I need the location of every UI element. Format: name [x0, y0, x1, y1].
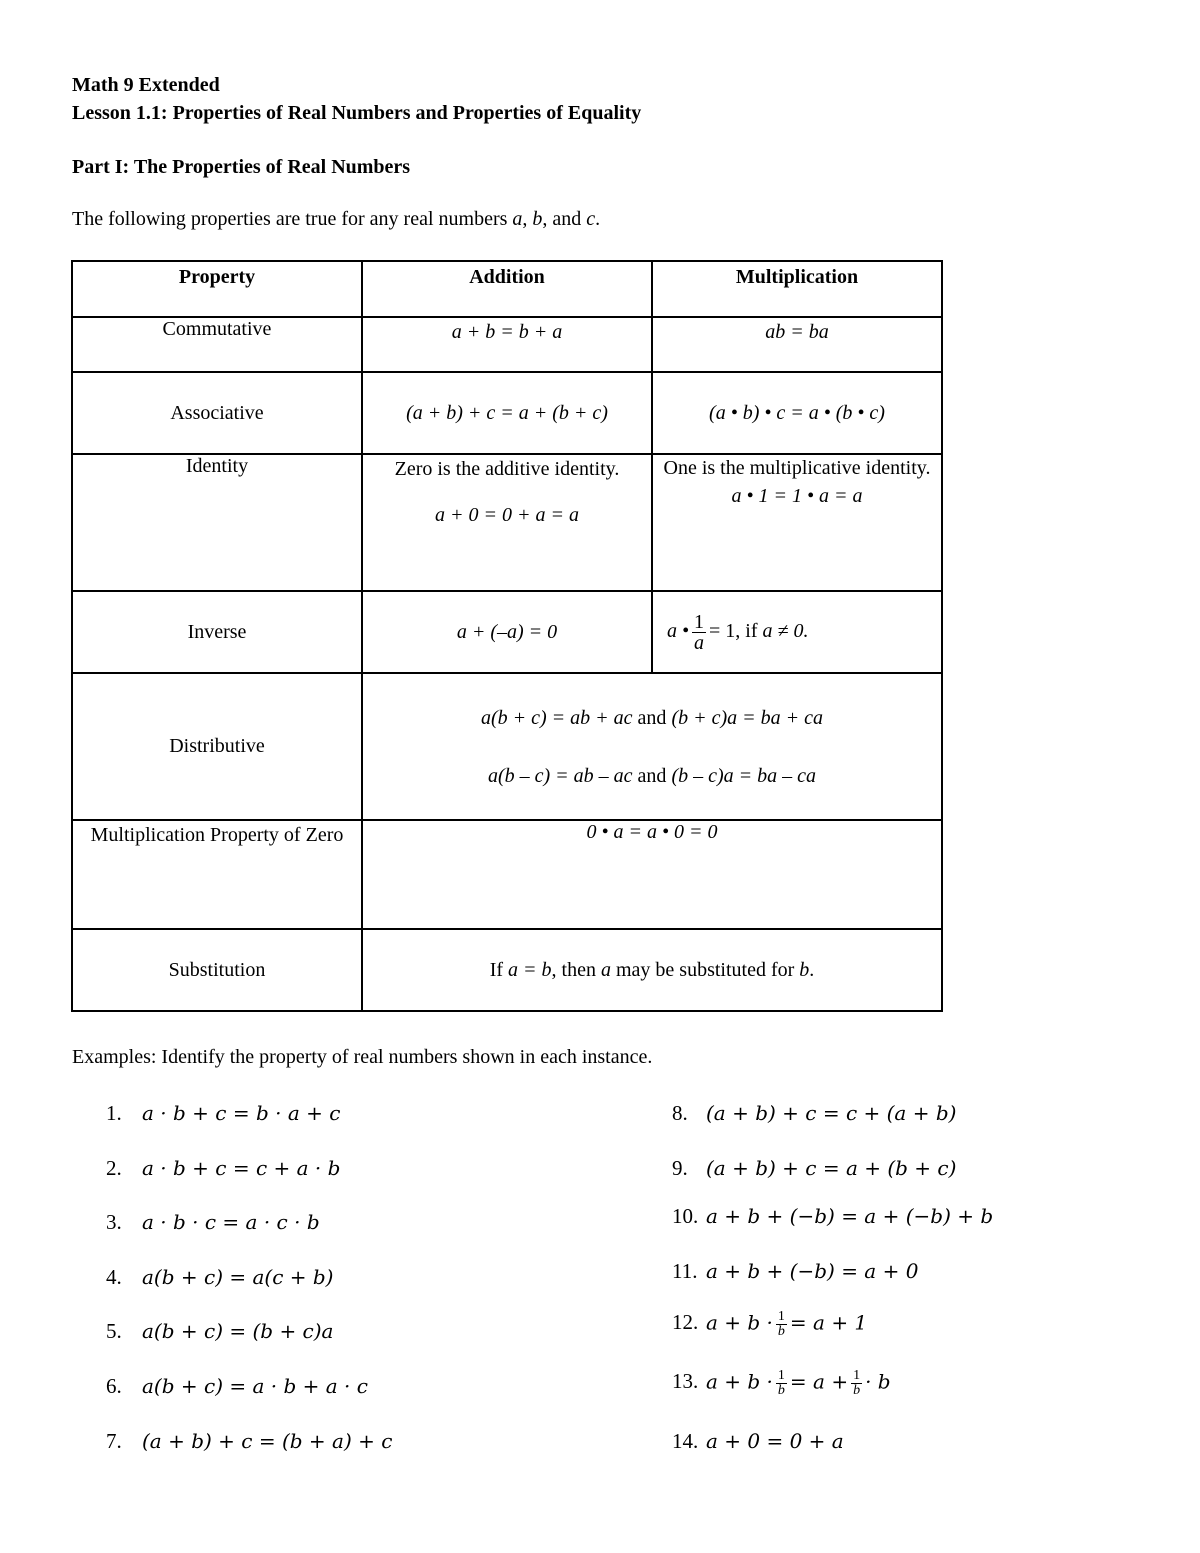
intro-text: The following properties are true for any real numbers a, b, and c.	[72, 208, 601, 230]
addition-formula: a + (–a) = 0	[456, 620, 558, 643]
distributive-formulas: a(b + c) = ab + ac and (b + c)a = ba + ca a(b – c) = ab – ac and (b – c)a = ba – ca	[362, 673, 942, 820]
property-name: Multiplication Property of Zero	[72, 820, 362, 929]
property-name: Associative	[72, 372, 362, 454]
addition-formula: (a + b) + c = a + (b + c)	[406, 401, 608, 424]
properties-table	[71, 260, 943, 1012]
row-substitution	[72, 929, 942, 1011]
multiplication-formula: ab = ba	[765, 321, 829, 343]
lesson-title: Lesson 1.1: Properties of Real Numbers and Properties of Equality	[72, 102, 642, 124]
header-property: Property	[72, 261, 362, 317]
fraction: $\frac{1}{b}$	[853, 1368, 861, 1398]
property-name: Commutative	[72, 317, 362, 372]
multiplication-formula: (a • b) • c = a • (b • c)	[709, 401, 885, 424]
property-name: Distributive	[72, 673, 362, 820]
row-commutative	[72, 317, 942, 372]
list-item: 3. a · b · c = a · c · b	[106, 1210, 320, 1234]
list-item: 11. a + b + (−b) = a + 0	[672, 1259, 919, 1283]
list-item: 8. (a + b) + c = c + (a + b)	[672, 1101, 957, 1125]
examples-instructions: Examples: Identify the property of real numbers shown in each instance.	[72, 1046, 653, 1068]
list-item: 7. (a + b) + c = (b + a) + c	[106, 1429, 393, 1453]
part-title: Part I: The Properties of Real Numbers	[72, 156, 411, 178]
multiplication-formula: a • $\frac{1}{a}$ = 1, if a ≠ 0.	[652, 591, 942, 673]
addition-identity-text: Zero is the additive identity.	[394, 458, 620, 480]
header-addition: Addition	[362, 261, 652, 317]
course-title: Math 9 Extended	[72, 74, 220, 96]
zero-formula: 0 • a = a • 0 = 0	[586, 821, 718, 843]
property-name: Identity	[72, 454, 362, 591]
row-inverse	[72, 591, 942, 673]
table-header-row	[72, 261, 942, 317]
row-multiplication-zero	[72, 820, 942, 929]
list-item: 13. a + b · $\frac{1}{b}$ = a + $\frac{1}{b}$ · b	[672, 1368, 891, 1398]
list-item: 9. (a + b) + c = a + (b + c)	[672, 1156, 957, 1180]
multiplication-identity-text: One is the multiplicative identity.	[663, 457, 931, 479]
fraction: $\frac{1}{b}$	[777, 1368, 785, 1398]
header-multiplication: Multiplication	[652, 261, 942, 317]
list-item: 6. a(b + c) = a · b + a · c	[106, 1374, 368, 1398]
multiplication-formula: a • 1 = 1 • a = a	[731, 485, 863, 507]
addition-formula: a + b = b + a	[451, 321, 563, 343]
reciprocal-fraction: $\frac{1}{a}$	[694, 610, 705, 654]
property-name: Substitution	[72, 929, 362, 1011]
property-name: Inverse	[72, 591, 362, 673]
fraction: $\frac{1}{b}$	[777, 1309, 785, 1339]
list-item: 1. a · b + c = b · a + c	[106, 1101, 341, 1125]
row-associative	[72, 372, 942, 454]
list-item: 5. a(b + c) = (b + c)a	[106, 1319, 334, 1343]
list-item: 2. a · b + c = c + a · b	[106, 1156, 341, 1180]
row-identity	[72, 454, 942, 591]
list-item: 4. a(b + c) = a(c + b)	[106, 1265, 334, 1289]
list-item: 14. a + 0 = 0 + a	[672, 1429, 844, 1453]
substitution-text: If a = b, then a may be substituted for b.	[362, 929, 942, 1011]
row-distributive	[72, 673, 942, 820]
list-item: 10. a + b + (−b) = a + (−b) + b	[672, 1204, 994, 1228]
addition-formula: a + 0 = 0 + a = a	[435, 504, 579, 526]
list-item: 12. a + b · $\frac{1}{b}$ = a + 1	[672, 1309, 868, 1339]
